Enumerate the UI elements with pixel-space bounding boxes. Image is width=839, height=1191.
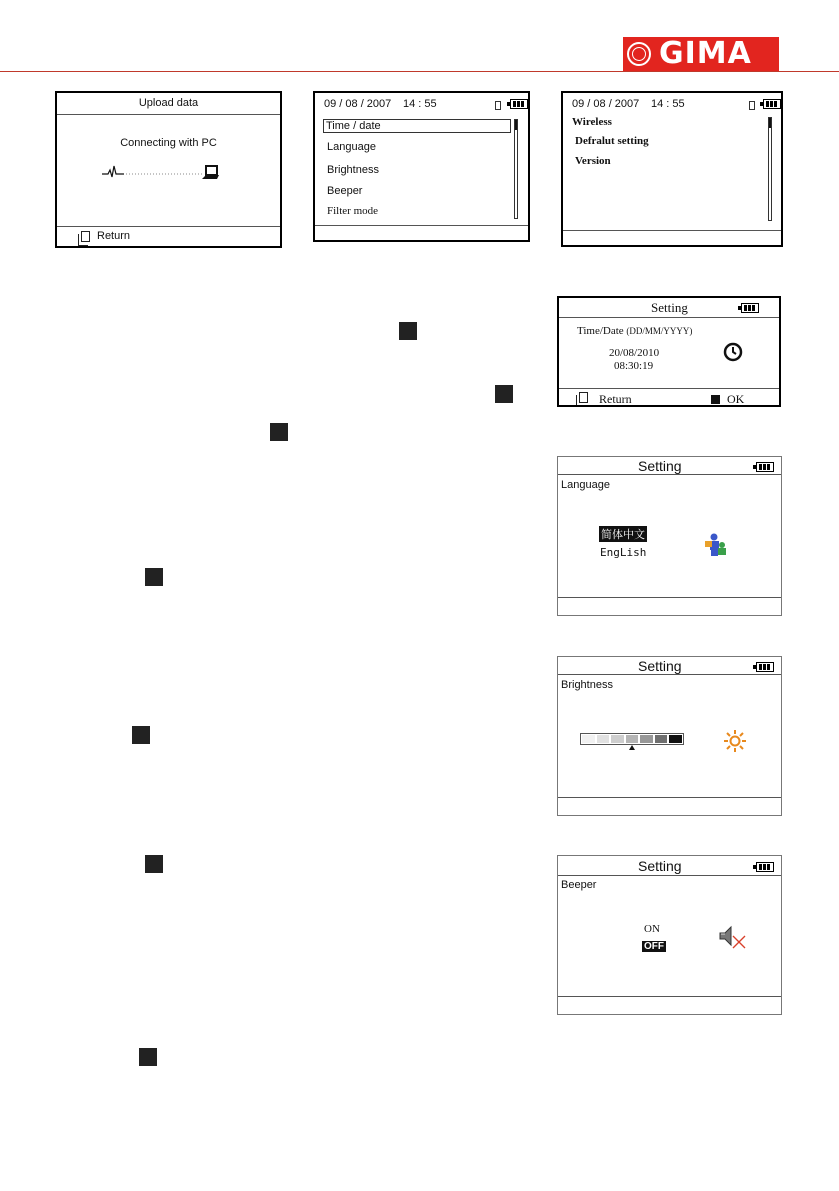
menu-item-language[interactable]: Language: [327, 141, 376, 153]
key-square-icon: [399, 322, 417, 340]
sun-icon: [723, 729, 747, 753]
menu-item-beeper[interactable]: Beeper: [327, 185, 363, 197]
date-value[interactable]: 20/08/2010: [609, 347, 660, 359]
clock-icon: [723, 342, 743, 362]
status-date: 09 / 08 / 2007: [324, 98, 392, 110]
status-time: 14 : 55: [403, 98, 437, 110]
return-icon: [579, 392, 588, 403]
menu-item-version[interactable]: Version: [575, 155, 611, 167]
screen-title: Setting: [638, 858, 682, 874]
return-icon: [81, 231, 90, 242]
ok-key-icon: [711, 395, 720, 404]
beeper-option-off[interactable]: OFF: [644, 941, 664, 952]
signal-icon: [495, 101, 501, 110]
menu-item-default-setting[interactable]: Defralut setting: [575, 135, 649, 147]
menu-screen-2: [561, 91, 783, 247]
menu-screen-1: [313, 91, 530, 242]
battery-icon: [763, 99, 781, 109]
signal-icon: [749, 101, 755, 110]
status-date: 09 / 08 / 2007: [572, 98, 640, 110]
battery-icon: [756, 462, 774, 472]
key-square-icon: [132, 726, 150, 744]
menu-item-brightness[interactable]: Brightness: [327, 164, 379, 176]
key-square-icon: [145, 855, 163, 873]
language-label: Language: [561, 479, 610, 491]
upload-data-screen: [55, 91, 282, 248]
brightness-level-bar[interactable]: [580, 733, 684, 745]
brightness-level-marker: [629, 745, 635, 750]
beeper-option-on[interactable]: ON: [644, 923, 660, 935]
return-label[interactable]: Return: [599, 392, 632, 406]
battery-icon: [756, 862, 774, 872]
speaker-muted-icon: [718, 924, 750, 950]
ok-label[interactable]: OK: [727, 392, 745, 406]
language-option-english[interactable]: EngLish: [600, 546, 647, 559]
menu-item-filter-mode[interactable]: Filter mode: [327, 205, 379, 217]
battery-icon: [741, 303, 759, 313]
battery-icon: [510, 99, 528, 109]
pc-connection-icon: [102, 163, 232, 183]
screen-title: Upload data: [138, 97, 199, 109]
scrollbar[interactable]: [514, 119, 518, 219]
key-square-icon: [270, 423, 288, 441]
upload-message: Connecting with PC: [120, 137, 217, 149]
battery-icon: [756, 662, 774, 672]
time-date-label: Time/Date (DD/MM/YYYY): [577, 325, 693, 337]
time-date-screen: [557, 296, 781, 407]
header-rule: [0, 71, 839, 72]
beeper-screen: [557, 855, 782, 1015]
language-option-chinese[interactable]: 简体中文: [601, 528, 645, 541]
scrollbar[interactable]: [768, 117, 772, 221]
return-label[interactable]: Return: [97, 230, 131, 242]
logo-text: GIMA: [659, 36, 752, 71]
screen-title: Setting: [638, 658, 682, 674]
language-people-icon: [702, 533, 728, 559]
beeper-label: Beeper: [561, 879, 597, 891]
brightness-label: Brightness: [561, 679, 613, 691]
screen-title: Setting: [651, 300, 688, 315]
key-square-icon: [145, 568, 163, 586]
logo-seal-icon: [627, 42, 651, 66]
brightness-screen: [557, 656, 782, 816]
menu-item-time-date[interactable]: Time / date: [323, 119, 511, 133]
status-time: 14 : 55: [651, 98, 685, 110]
menu-item-wireless[interactable]: Wireless: [572, 116, 612, 128]
key-square-icon: [495, 385, 513, 403]
key-square-icon: [139, 1048, 157, 1066]
screen-title: Setting: [638, 458, 682, 474]
language-screen: [557, 456, 782, 616]
time-value[interactable]: 08:30:19: [614, 360, 654, 372]
gima-logo: [623, 37, 779, 71]
